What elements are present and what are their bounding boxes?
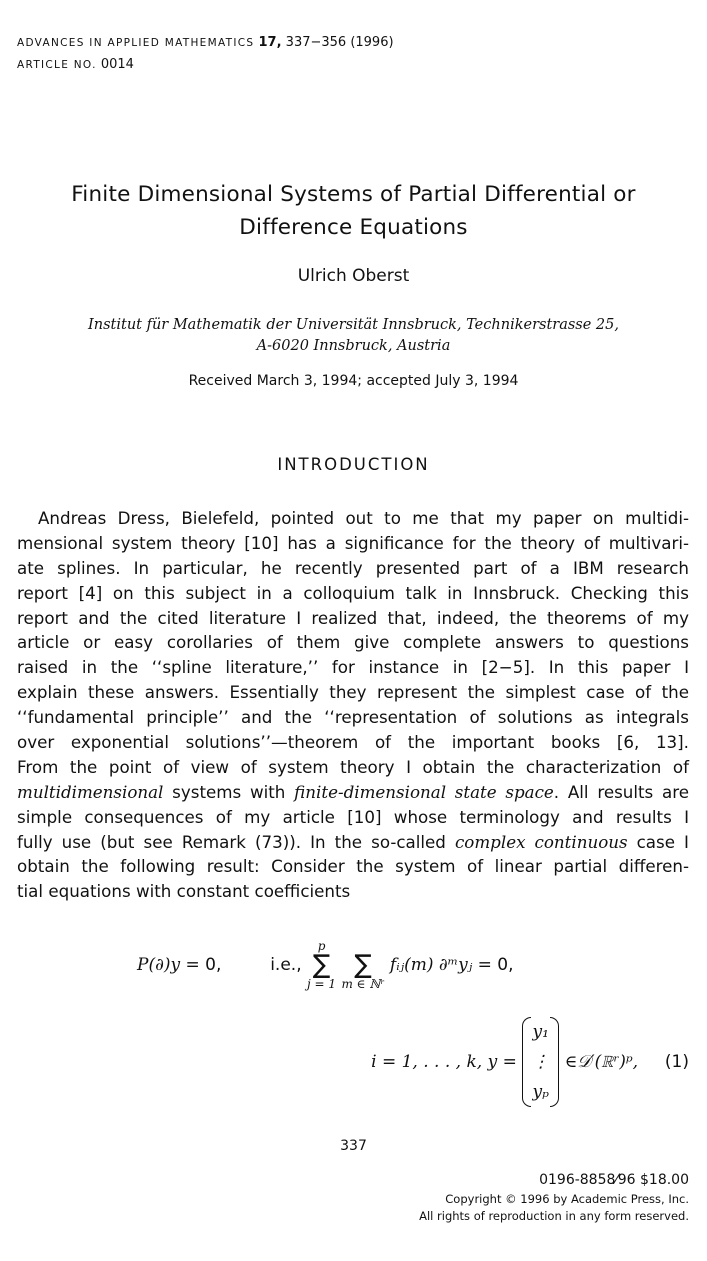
sum-over-j (307, 940, 336, 990)
equation-lhs: P(∂)y (137, 955, 181, 975)
received-dates: Received March 3, 1994; accepted July 3, 1994 (188, 373, 519, 389)
sum-upper-limit: p (317, 939, 326, 953)
equation-line-2 (371, 1017, 689, 1107)
solution-vector (522, 1017, 559, 1107)
page-number: 337 (340, 1138, 367, 1154)
running-header (17, 32, 394, 76)
footer (419, 1169, 689, 1225)
journal-citation (17, 32, 394, 54)
vector-entry-top: y₁ (532, 1022, 549, 1042)
article-number: 0014 (100, 57, 134, 72)
equation-equals-zero: = 0, (180, 955, 222, 975)
body-line: ‘‘fundamental principle’’ and the ‘‘representation of solutions as integrals (17, 707, 689, 728)
body-line: simple consequences of my article [10] whose terminology and results I (17, 806, 689, 827)
body-text: systems with (163, 781, 295, 802)
sigma-symbol: ∑ (354, 950, 372, 980)
body-line: mensional system theory [10] has a significance for the theory of multivari- (17, 532, 689, 553)
rights-notice: All rights of reproduction in any form reserved. (419, 1209, 689, 1223)
article-number-line (17, 54, 394, 76)
article-label: ARTICLE NO. (17, 59, 97, 71)
affiliation-line-1: Institut für Mathematik der Universität Innsbruck, Technikerstrasse 25, (88, 317, 619, 333)
journal-pages-year: 337−356 (1996) (285, 35, 394, 50)
body-line: obtain the following result: Consider the system of linear partial differen- (17, 856, 689, 877)
paper-title (30, 178, 677, 244)
body-line: article or easy corollaries of them give complete answers to questions (17, 632, 689, 653)
right-paren (550, 1017, 559, 1107)
body-line: report [4] on this subject in a colloquium talk in Innsbruck. Checking this (17, 582, 689, 603)
sigma-symbol: ∑ (312, 950, 331, 980)
body-text: . All results are (553, 781, 689, 802)
body-line (17, 780, 689, 805)
sum-lower-limit: j = 1 (307, 977, 337, 991)
sum-over-m (341, 940, 384, 990)
left-paren (522, 1017, 531, 1107)
author-name: Ulrich Oberst (297, 266, 410, 286)
journal-name: ADVANCES IN APPLIED MATHEMATICS (17, 37, 255, 49)
title-line-1: Finite Dimensional Systems of Partial Differential or (71, 182, 636, 207)
emphasis-text: multidimensional (17, 781, 164, 802)
affiliation-line-2: A-6020 Innsbruck, Austria (256, 338, 451, 354)
equation-end: = 0, (472, 955, 514, 975)
body-line: raised in the ‘‘spline literature,’’ for instance in [2−5]. In this paper I (17, 657, 689, 678)
distribution-space: ∈𝒟′(ℝʳ)ᵖ, (564, 1052, 639, 1072)
body-line: From the point of view of system theory I obtain the characterization of (17, 756, 689, 777)
body-text: case I (627, 831, 689, 852)
body-line: Andreas Dress, Bielefeld, pointed out to me that my paper on multidi- (38, 508, 689, 528)
body-text: fully use (but see Remark (73)). In the so-called (17, 831, 455, 852)
body-line (17, 830, 689, 855)
body-line: over exponential solutions’’—theorem of the important books [6, 13]. (17, 732, 689, 753)
equation-line-1 (137, 940, 514, 990)
equation-number: (1) (664, 1052, 689, 1072)
body-line: tial equations with constant coefficients (17, 881, 351, 902)
vector-ellipsis: ⋮ (532, 1052, 550, 1072)
title-line-2: Difference Equations (239, 215, 468, 240)
body-line: explain these answers. Essentially they represent the simplest case of the (17, 682, 689, 703)
emphasis-text: complex continuous (454, 831, 628, 852)
equation-term: fᵢⱼ(m) ∂ᵐyⱼ (389, 955, 473, 975)
issn-price: 0196-8858⁄96 $18.00 (539, 1172, 689, 1188)
vector-entry-bottom: yₚ (532, 1082, 549, 1102)
body-line: report and the cited literature I realized that, indeed, the theorems of my (17, 607, 689, 628)
equation-index-range: i = 1, . . . , k, y = (371, 1052, 517, 1072)
body-paragraph (17, 506, 689, 904)
journal-volume: 17, (258, 35, 282, 50)
sum-lower-limit: m ∈ ℕʳ (341, 977, 385, 991)
affiliation (60, 315, 647, 357)
section-heading: INTRODUCTION (277, 455, 430, 474)
body-line: ate splines. In particular, he recently presented part of a IBM research (17, 557, 689, 578)
equation-ie: i.e., (270, 955, 302, 975)
copyright-notice: Copyright © 1996 by Academic Press, Inc. (445, 1192, 689, 1206)
emphasis-text: finite-dimensional state space (294, 781, 554, 802)
